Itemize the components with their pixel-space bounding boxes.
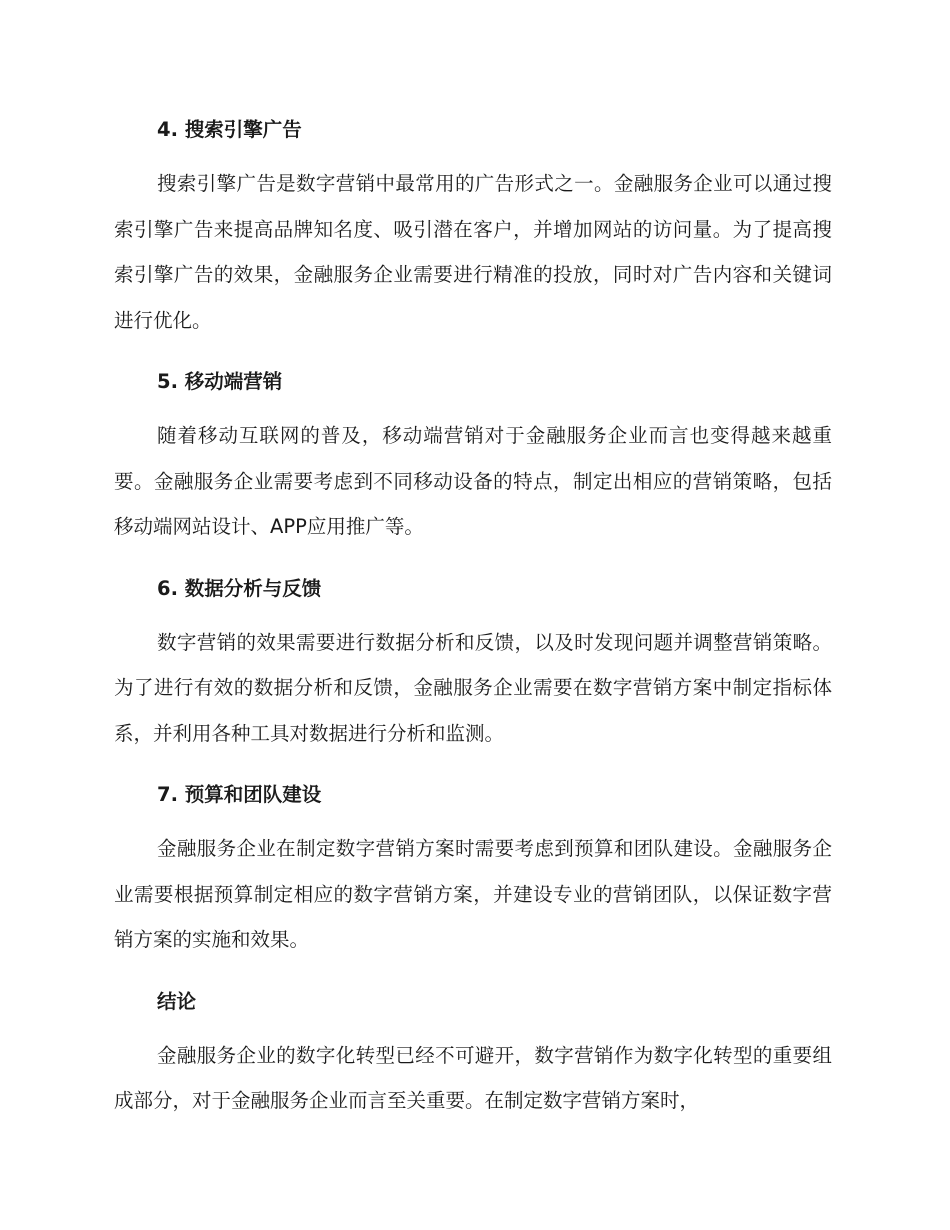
section-heading-conclusion: 结论 xyxy=(157,989,197,1013)
section-body-search-ads: 搜索引擎广告是数字营销中最常用的广告形式之一。金融服务企业可以通过搜索引擎广告来提高品牌知名度、吸引潜在客户，并增加网站的访问量。为了提高搜索引擎广告的效果，金融服务企业需要进行精准的投放，同时对广告内容和关键词进行优化。 xyxy=(114,172,832,332)
section-body-mobile-marketing: 随着移动互联网的普及，移动端营销对于金融服务企业而言也变得越来越重要。金融服务企业需要考虑到不同移动设备的特点，制定出相应的营销策略，包括移动端网站设计、APP应用推广等。 xyxy=(114,424,832,538)
section-body-budget-team: 金融服务企业在制定数字营销方案时需要考虑到预算和团队建设。金融服务企业需要根据预算制定相应的数字营销方案，并建设专业的营销团队，以保证数字营销方案的实施和效果。 xyxy=(114,837,832,951)
section-heading-budget-team: 7. 预算和团队建设 xyxy=(157,783,322,806)
section-heading-mobile-marketing: 5. 移动端营销 xyxy=(157,370,283,393)
section-body-conclusion: 金融服务企业的数字化转型已经不可避开，数字营销作为数字化转型的重要组成部分，对于金融服务企业而言至关重要。在制定数字营销方案时， xyxy=(114,1043,832,1112)
section-heading-search-ads: 4. 搜索引擎广告 xyxy=(157,118,302,141)
section-heading-data-analysis: 6. 数据分析与反馈 xyxy=(157,576,322,600)
section-body-data-analysis: 数字营销的效果需要进行数据分析和反馈，以及时发现问题并调整营销策略。为了进行有效的数据分析和反馈，金融服务企业需要在数字营销方案中制定指标体系，并利用各种工具对数据进行分析和监测。 xyxy=(114,630,832,745)
